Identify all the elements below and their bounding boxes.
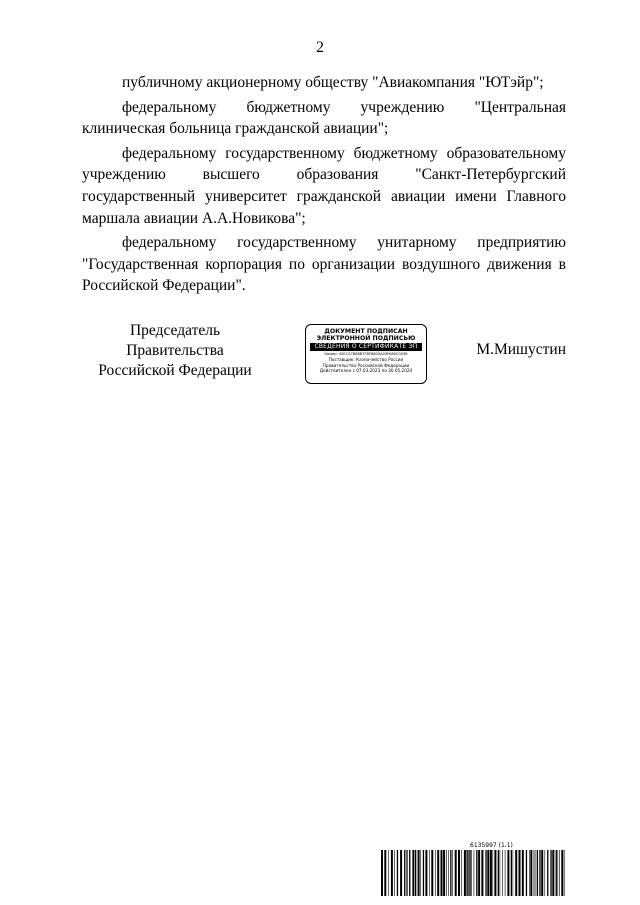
barcode-bar	[507, 850, 509, 896]
barcode-bar	[561, 850, 563, 896]
barcode-bar	[404, 850, 405, 896]
barcode-bar	[556, 850, 557, 896]
barcode-bar	[450, 850, 451, 896]
stamp-issuer: Поставщик: Казначейство России	[328, 357, 404, 363]
barcode-bar	[485, 850, 486, 896]
barcode-bar	[467, 850, 468, 896]
electronic-signature-stamp	[305, 324, 427, 384]
barcode-bar	[474, 850, 475, 896]
barcode-bar	[448, 850, 449, 896]
barcode-bar	[437, 850, 439, 896]
barcode-bar	[452, 850, 453, 896]
barcode-bar	[435, 850, 436, 896]
barcode-bar	[526, 850, 527, 896]
barcode-bar	[470, 850, 471, 896]
barcode-bar	[513, 850, 514, 896]
barcode-bar	[391, 850, 393, 896]
barcode-bar	[493, 850, 494, 896]
barcode-bar	[407, 850, 408, 896]
barcode-bar	[535, 850, 536, 896]
barcode-bar	[429, 850, 430, 896]
barcode-bar	[537, 850, 538, 896]
stamp-header: СВЕДЕНИЯ О СЕРТИФИКАТЕ ЭП	[310, 343, 422, 351]
stamp-owner: Правительство Российской Федерации	[322, 362, 410, 368]
stamp-validity: Действителен с 07.03.2023 по 30.05.2024	[319, 368, 413, 374]
barcode-bar	[384, 850, 386, 896]
stamp-line2: ЭЛЕКТРОННОЙ ПОДПИСЬЮ	[316, 335, 416, 342]
barcode-bar	[539, 850, 540, 896]
barcode-bar	[559, 850, 560, 896]
signer-title-line2: Российской Федерации	[98, 362, 252, 379]
barcode-bar	[388, 850, 389, 896]
barcode-bar	[394, 850, 395, 896]
barcode-bar	[530, 850, 532, 896]
barcode-bar	[397, 850, 398, 896]
barcode-bar	[412, 850, 414, 896]
barcode-bar	[455, 850, 457, 896]
barcode-bar	[381, 850, 383, 896]
paragraph-university: федеральному государственному бюджетному образовательному учреждению высшего образования "Санкт-Петербургский государственный университет гражданской авиации имени Главного маршала авиации А.А.Новикова";	[82, 144, 566, 227]
paragraph-air-traffic-corporation: федеральному государственному унитарному предприятию "Государственная корпорация по организации воздушного движения в Российской Федерации".	[82, 234, 566, 295]
barcode-bar	[476, 850, 477, 896]
barcode-bar	[468, 850, 469, 896]
barcode-bar	[441, 850, 443, 896]
page-number: 2	[316, 39, 324, 56]
barcode-bar	[425, 850, 427, 896]
barcode-bar	[500, 850, 501, 896]
barcode-bar	[487, 850, 489, 896]
barcode-bar	[418, 850, 420, 896]
barcode-bar	[400, 850, 402, 896]
barcode-bar	[511, 850, 512, 896]
barcode-bar	[550, 850, 551, 896]
barcode-bar	[498, 850, 499, 896]
barcode-bar	[552, 850, 554, 896]
signer-title-line1: Председатель Правительства	[126, 322, 224, 359]
barcode-bar	[558, 850, 559, 896]
stamp-certificate-number: Номер: 40ECS7B88B7F8F8800A03FA89C0038	[324, 352, 408, 356]
barcode-caption: 6135997 (1.1)	[470, 842, 513, 849]
barcode-bar	[541, 850, 543, 896]
signer-name: М.Мишустин	[476, 341, 566, 358]
barcode-bar	[490, 850, 492, 896]
barcode-bar	[443, 850, 445, 896]
barcode-bar	[505, 850, 506, 896]
barcode-bar	[529, 850, 530, 896]
document-body	[82, 72, 566, 300]
barcode-bar	[423, 850, 424, 896]
barcode-bar	[461, 850, 462, 896]
barcode-bar	[446, 850, 447, 896]
barcode-bar	[519, 850, 521, 896]
barcode-bar	[515, 850, 517, 896]
stamp-line1: ДОКУМЕНТ ПОДПИСАН	[324, 328, 408, 335]
paragraph-clinical-hospital: федеральному бюджетному учреждению "Центральная клиническая больница гражданской авиации";	[82, 98, 566, 138]
barcode-bar	[502, 850, 503, 896]
barcode-bar	[545, 850, 546, 896]
barcode-bar	[458, 850, 460, 896]
signer-title	[80, 321, 270, 381]
barcode-bar	[494, 850, 496, 896]
barcode-bar	[415, 850, 416, 896]
paragraph-utair: публичному акционерному обществу "Авиакомпания "ЮТэйр";	[122, 74, 544, 91]
barcode-bar	[406, 850, 407, 896]
barcode-bar	[420, 850, 421, 896]
barcode-bar	[534, 850, 535, 896]
barcode-bar	[478, 850, 480, 896]
barcode-bar	[409, 850, 410, 896]
barcode-image	[381, 850, 565, 896]
barcode-bar	[431, 850, 433, 896]
barcode-bar	[564, 850, 565, 896]
barcode-bar	[547, 850, 548, 896]
barcode-bar	[522, 850, 524, 896]
barcode-bar	[481, 850, 483, 896]
barcode-bar	[464, 850, 466, 896]
